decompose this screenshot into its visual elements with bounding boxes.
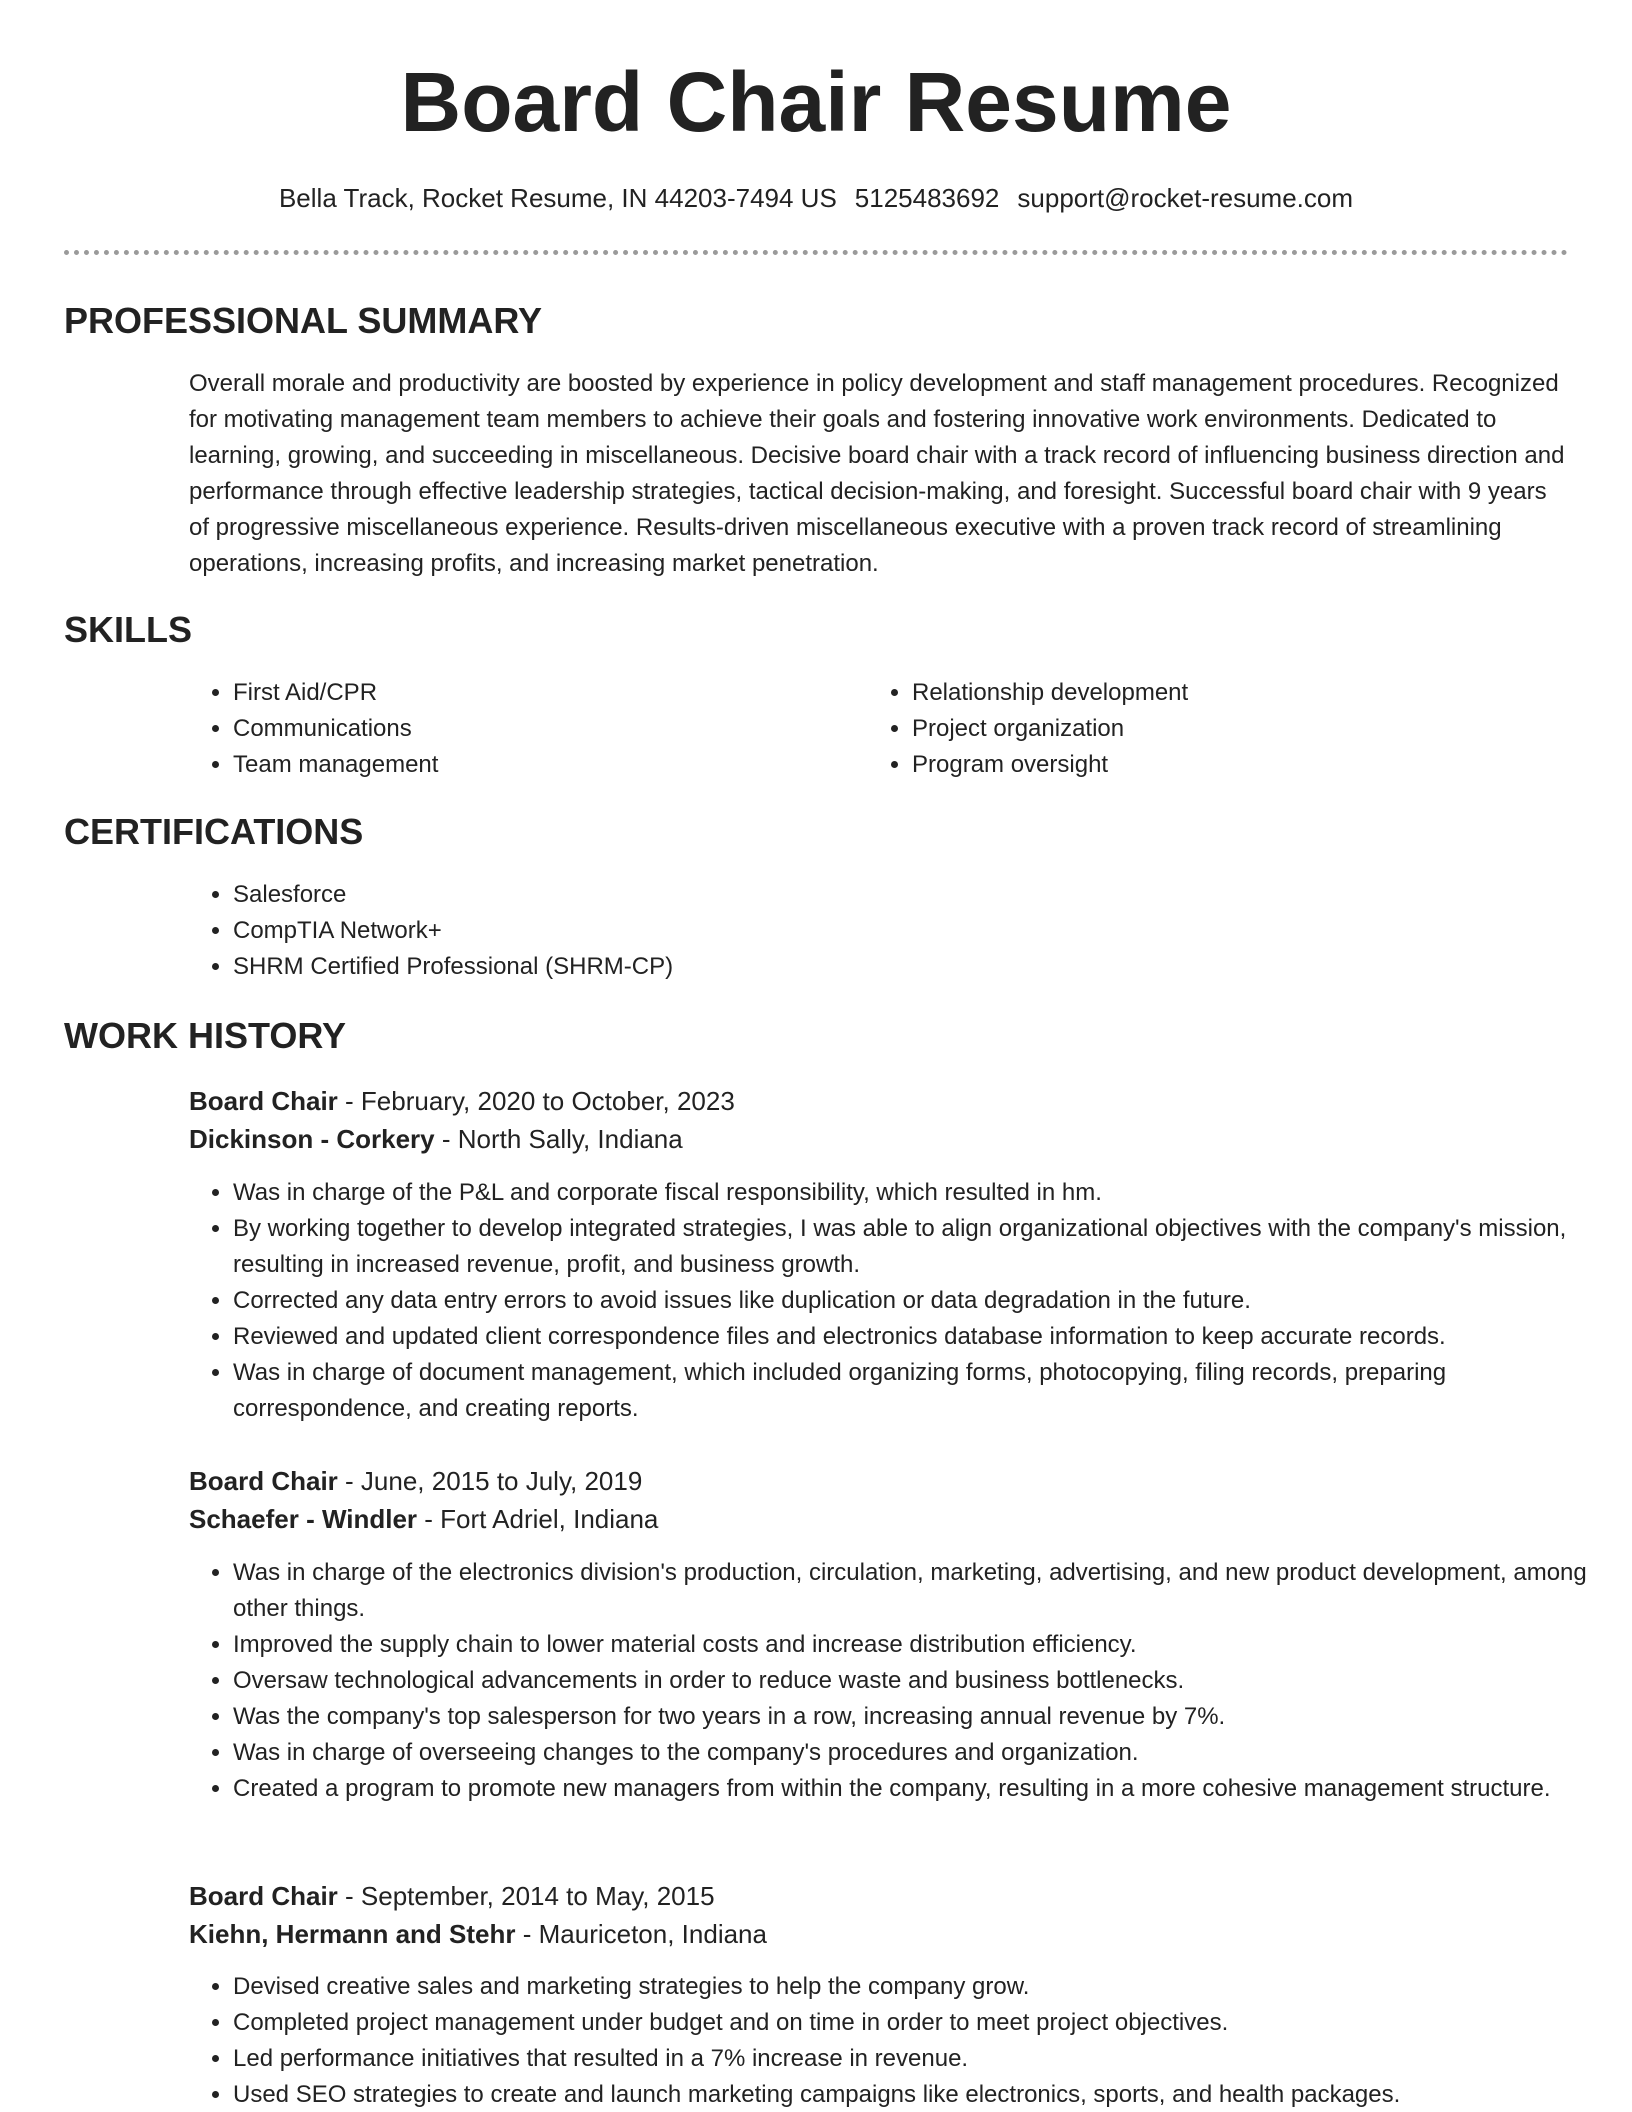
job-location: North Sally, Indiana: [457, 1124, 683, 1154]
skill-item: • Program oversight: [912, 747, 1532, 783]
job-company-line: [189, 1915, 767, 1953]
job-company-line: [189, 1500, 658, 1538]
job-bullets: [189, 1969, 1613, 2112]
job-bullet: • Created a program to promote new managers from within the company, resulting in a more cohesive management structure.: [233, 1771, 1613, 1807]
job-bullet: • Led performance initiatives that resulted in a 7% increase in revenue.: [233, 2041, 1613, 2077]
job-bullet: • Was in charge of the electronics division's production, circulation, marketing, advertising, and new product development, among other things.: [233, 1555, 1613, 1627]
job-bullet: • By working together to develop integrated strategies, I was able to align organizational objectives with the company's mission, resulting in increased revenue, profit, and business growth.: [233, 1211, 1613, 1283]
job-company-line: [189, 1120, 683, 1158]
job-bullet: • Devised creative sales and marketing strategies to help the company grow.: [233, 1969, 1613, 2005]
skills-list-right: [868, 675, 1532, 783]
job-title: Board Chair: [189, 1466, 338, 1496]
job-company: Dickinson - Corkery: [189, 1124, 435, 1154]
contact-phone: 5125483692: [854, 183, 1000, 213]
job-separator: -: [337, 1086, 361, 1116]
resume-title: Board Chair Resume: [400, 55, 1232, 149]
skill-item: • Communications: [233, 711, 853, 747]
job-bullet: • Was in charge of overseeing changes to the company's procedures and organization.: [233, 1735, 1613, 1771]
certifications-heading: CERTIFICATIONS: [64, 811, 364, 852]
skill-item: • Relationship development: [912, 675, 1532, 711]
job-title: Board Chair: [189, 1086, 338, 1116]
job-separator: -: [434, 1124, 458, 1154]
job-location: Fort Adriel, Indiana: [440, 1504, 659, 1534]
skill-item: • Project organization: [912, 711, 1532, 747]
job-title-line: [189, 1082, 735, 1120]
summary-heading: PROFESSIONAL SUMMARY: [64, 300, 543, 341]
job-company: Kiehn, Hermann and Stehr: [189, 1919, 516, 1949]
job-company: Schaefer - Windler: [189, 1504, 418, 1534]
certification-item: • CompTIA Network+: [233, 913, 1433, 949]
job-bullet: • Reviewed and updated client correspondence files and electronics database information to keep accurate records.: [233, 1319, 1613, 1355]
job-dates: June, 2015 to July, 2019: [360, 1466, 643, 1496]
certification-item: • Salesforce: [233, 877, 1433, 913]
job-separator: -: [337, 1466, 361, 1496]
job-location: Mauriceton, Indiana: [538, 1919, 767, 1949]
job-bullets: [189, 1555, 1613, 1807]
job-title: Board Chair: [189, 1881, 338, 1911]
certification-item: • SHRM Certified Professional (SHRM-CP): [233, 949, 1433, 985]
job-dates: September, 2014 to May, 2015: [360, 1881, 715, 1911]
job-bullets: [189, 1175, 1613, 1427]
job-bullet: • Improved the supply chain to lower material costs and increase distribution efficiency.: [233, 1627, 1613, 1663]
job-title-line: [189, 1877, 715, 1915]
header-divider: [64, 250, 1568, 255]
job-separator: -: [417, 1504, 441, 1534]
work-history-heading: WORK HISTORY: [64, 1015, 347, 1056]
job-bullet: • Was in charge of the P&L and corporate fiscal responsibility, which resulted in hm.: [233, 1175, 1613, 1211]
certifications-list: [189, 877, 1433, 985]
skill-item: • First Aid/CPR: [233, 675, 853, 711]
job-bullet: • Used SEO strategies to create and launch marketing campaigns like electronics, sports, and health packages.: [233, 2077, 1613, 2112]
job-title-line: [189, 1462, 642, 1500]
summary-text: Overall morale and productivity are boosted by experience in policy development and staff management procedures. Recognized for motivating management team members to achieve their goals and fostering innovative work environments. Dedicated to learning, growing, and succeeding in miscellaneous. Decisive board chair with a track record of influencing business direction and performance through effective leadership strategies, tactical decision-making, and foresight. Successful board chair with 9 years of progressive miscellaneous experience. Results-driven miscellaneous executive with a proven track record of streamlining operations, increasing profits, and increasing market penetration.: [189, 370, 1565, 577]
job-bullet: • Oversaw technological advancements in order to reduce waste and business bottlenecks.: [233, 1663, 1613, 1699]
job-separator: -: [515, 1919, 539, 1949]
contact-line: [0, 180, 1632, 216]
contact-email: support@rocket-resume.com: [1017, 183, 1354, 213]
job-dates: February, 2020 to October, 2023: [360, 1086, 735, 1116]
skills-heading: SKILLS: [64, 609, 193, 650]
skill-item: • Team management: [233, 747, 853, 783]
job-bullet: • Was in charge of document management, which included organizing forms, photocopying, filing records, preparing correspondence, and creating reports.: [233, 1355, 1613, 1427]
job-bullet: • Completed project management under budget and on time in order to meet project objectives.: [233, 2005, 1613, 2041]
skills-list-left: [189, 675, 853, 783]
job-separator: -: [337, 1881, 361, 1911]
job-bullet: • Was the company's top salesperson for two years in a row, increasing annual revenue by 7%.: [233, 1699, 1613, 1735]
job-bullet: • Corrected any data entry errors to avoid issues like duplication or data degradation in the future.: [233, 1283, 1613, 1319]
contact-address: Bella Track, Rocket Resume, IN 44203-7494 US: [278, 183, 837, 213]
